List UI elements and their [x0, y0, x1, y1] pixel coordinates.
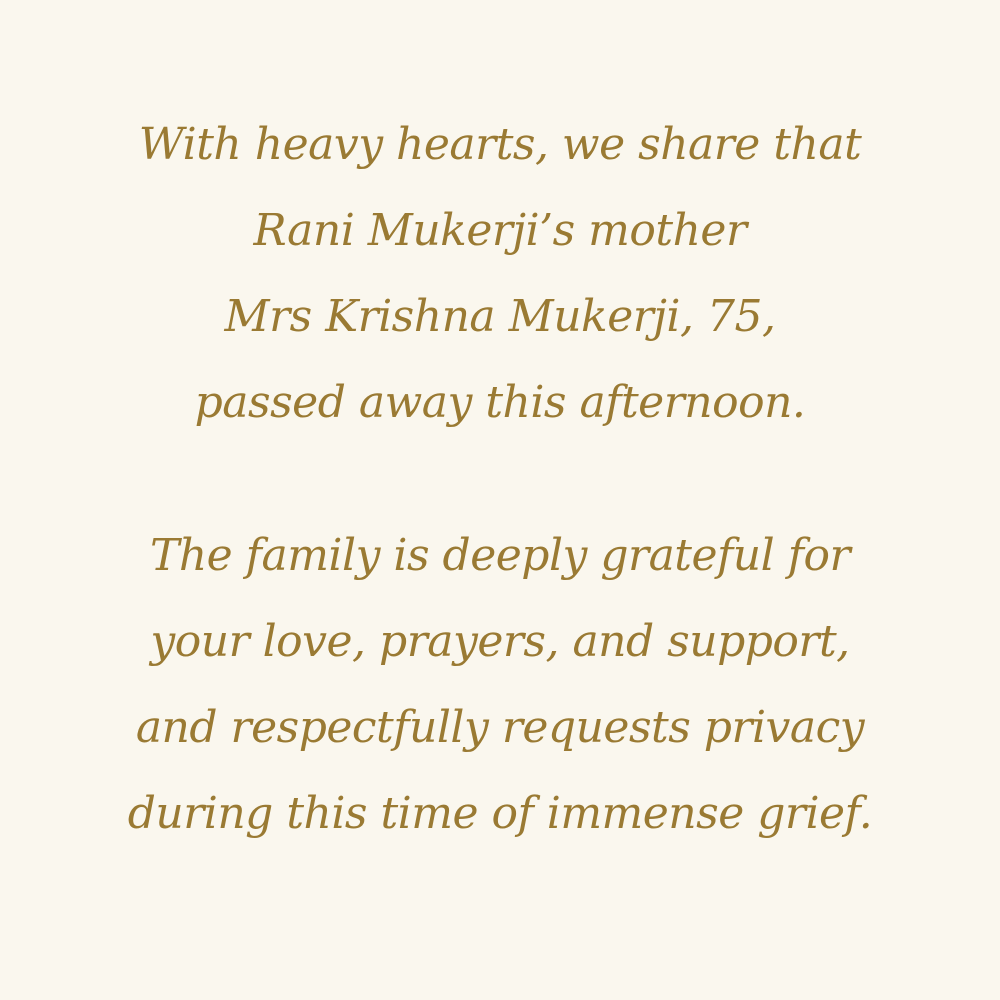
- message-line-3: Mrs Krishna Mukerji, 75,: [224, 291, 776, 342]
- message-line-5: The family is deeply grateful for: [149, 530, 851, 581]
- message-line-4: passed away this afternoon.: [194, 377, 806, 428]
- message-line-1: With heavy hearts, we share that: [138, 119, 862, 170]
- message-line-2: Rani Mukerji’s mother: [253, 205, 747, 256]
- message-line-6: your love, prayers, and support,: [150, 616, 850, 667]
- message-line-7: and respectfully requests privacy: [135, 702, 865, 753]
- message-line-8: during this time of immense grief.: [127, 788, 873, 839]
